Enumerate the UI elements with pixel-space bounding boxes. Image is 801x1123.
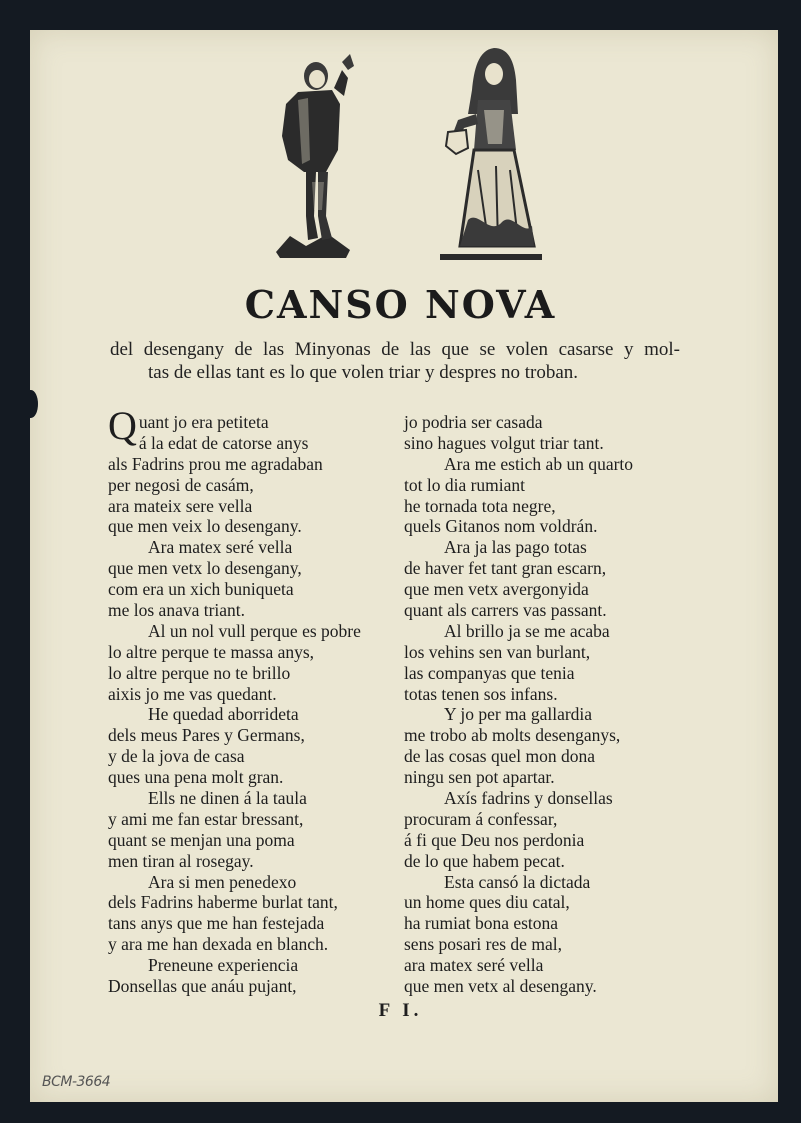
verse-line: lo altre perque te massa anys, xyxy=(108,641,315,662)
verse-line: he tornada tota negre, xyxy=(404,495,556,516)
verse-line: Ara si men penedexo xyxy=(148,871,297,892)
verse-line: Preneune experiencia xyxy=(148,955,299,976)
subtitle-line-2: tas de ellas tant es lo que volen triar y despres no troban. xyxy=(148,362,579,383)
verse-line: men tiran al rosegay. xyxy=(108,850,254,871)
verse-line: quant als carrers vas passant. xyxy=(404,600,607,621)
verse-line: me los anava triant. xyxy=(108,600,246,621)
paper-tear xyxy=(24,390,38,418)
subtitle xyxy=(110,338,680,384)
verse-line: Axís fadrins y donsellas xyxy=(444,788,613,809)
verse-line: de las cosas quel mon dona xyxy=(404,746,595,767)
drop-cap: Q xyxy=(108,403,137,448)
verse-line: Al un nol vull perque es pobre xyxy=(148,620,361,641)
verse-line: He quedad aborrideta xyxy=(148,704,299,725)
verse-line: me trobo ab molts desenganys, xyxy=(404,725,621,746)
verse-line: com era un xich buniqueta xyxy=(108,579,294,600)
verse-line: y de la jova de casa xyxy=(108,746,245,767)
subtitle-line-1: del desengany de las Minyonas de las que se volen casarse y mol- xyxy=(110,339,680,360)
verse-line: que men vetx al desengany. xyxy=(404,976,597,997)
verse-column-right xyxy=(404,412,633,997)
verse-line: á la edat de catorse anys xyxy=(138,432,309,453)
woman-woodcut-icon xyxy=(438,40,546,262)
verse-line: lo altre perque no te brillo xyxy=(108,662,291,683)
catalog-number: BCM-3664 xyxy=(42,1074,111,1090)
verse-line: sino hagues volgut triar tant. xyxy=(404,432,604,453)
verse-line: Al brillo ja se me acaba xyxy=(444,620,610,641)
verse-line: totas tenen sos infans. xyxy=(404,683,558,704)
verse-line: tans anys que me han festejada xyxy=(108,913,325,934)
verse-line: per negosi de casám, xyxy=(108,474,254,495)
verse-line: aixis jo me vas quedant. xyxy=(108,683,277,704)
verse-line: Ara matex seré vella xyxy=(148,537,293,558)
verse-line: ningu sen pot apartar. xyxy=(404,767,555,788)
verse-line: de haver fet tant gran escarn, xyxy=(404,558,607,579)
verse-line: ara mateix sere vella xyxy=(108,495,253,516)
woodcut-illustrations xyxy=(0,40,801,265)
verse-line: jo podria ser casada xyxy=(404,412,543,432)
verse-line: Y jo per ma gallardia xyxy=(444,704,593,725)
verse-line: Ells ne dinen á la taula xyxy=(148,788,307,809)
verse-line: quant se menjan una poma xyxy=(108,829,295,850)
verse-line: ara matex seré vella xyxy=(404,955,544,976)
verse-line: y ami me fan estar bressant, xyxy=(108,808,304,829)
verse-column-left xyxy=(108,403,361,997)
verse-line: als Fadrins prou me agradaban xyxy=(108,453,323,474)
verse-line: los vehins sen van burlant, xyxy=(404,641,591,662)
verse-line-text: uant jo era petiteta xyxy=(138,412,269,432)
page-title: CANSO NOVA xyxy=(244,282,557,327)
verse-line: dels meus Pares y Germans, xyxy=(108,725,305,746)
verse-line: ques una pena molt gran. xyxy=(108,767,284,788)
verse-line: que men vetx lo desengany, xyxy=(108,558,302,579)
end-mark: F I. xyxy=(378,1000,423,1021)
verse-line: Donsellas que anáu pujant, xyxy=(108,976,297,997)
man-woodcut-icon xyxy=(268,40,358,262)
verse-line: Ara ja las pago totas xyxy=(444,537,587,558)
verse-line: dels Fadrins haberme burlat tant, xyxy=(108,892,338,913)
verse-line: de lo que habem pecat. xyxy=(404,850,565,871)
verse-line: que men veix lo desengany. xyxy=(108,516,302,537)
verse-line: quels Gitanos nom voldrán. xyxy=(404,516,598,537)
verse-line: Ara me estich ab un quarto xyxy=(444,453,634,474)
verse-line: y ara me han dexada en blanch. xyxy=(108,934,329,955)
verse-line: Esta cansó la dictada xyxy=(444,871,591,892)
verse-line: á fi que Deu nos perdonia xyxy=(404,829,585,850)
verse-line: tot lo dia rumiant xyxy=(404,474,526,495)
verse-line: las companyas que tenia xyxy=(404,662,575,683)
verse-line: procuram á confessar, xyxy=(404,808,558,829)
verse-line: ha rumiat bona estona xyxy=(404,913,559,934)
verse-line: que men vetx avergonyida xyxy=(404,579,589,600)
verse-line: sens posari res de mal, xyxy=(404,934,562,955)
verse-line: un home ques diu catal, xyxy=(404,892,570,913)
